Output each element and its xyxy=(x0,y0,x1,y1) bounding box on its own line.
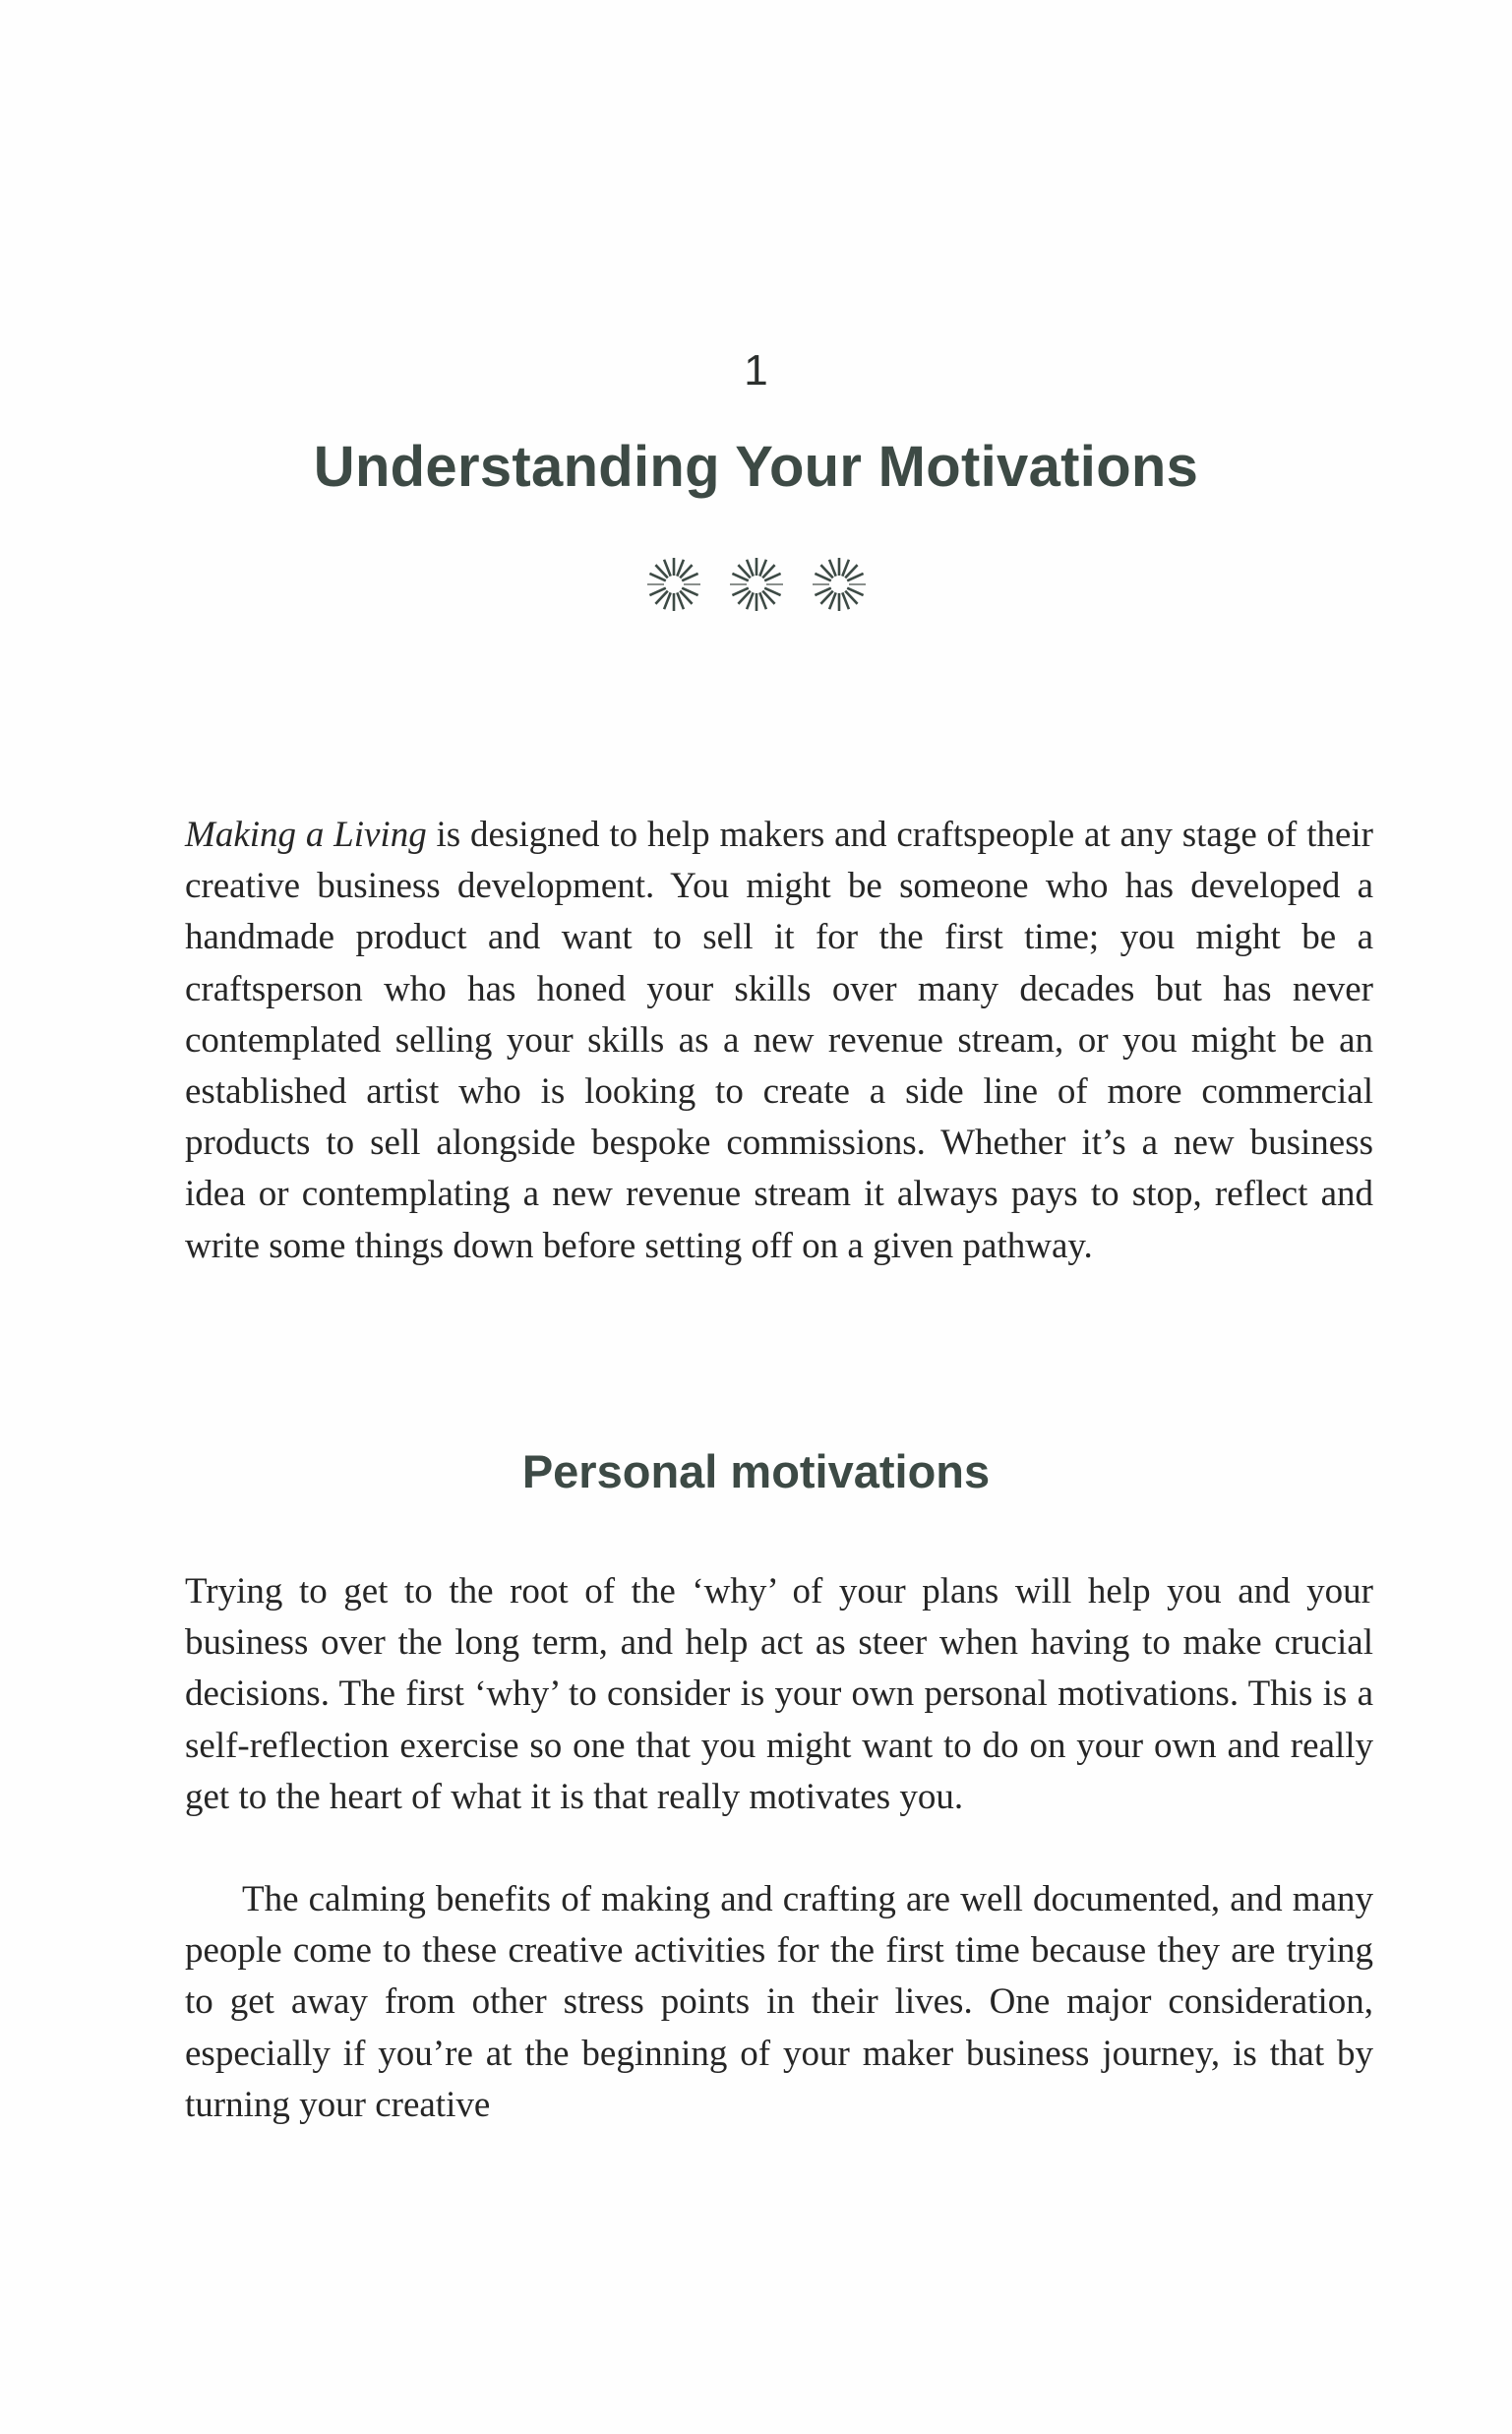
sunburst-icon xyxy=(729,557,784,612)
chapter-number: 1 xyxy=(744,346,768,395)
intro-text: is designed to help makers and craftspeople at any stage of their creative business development. You might be someone who has developed a handmade product and want to sell it for the first time; you might be a craftsperson who has honed your skills over many decades but has never contemplated selling your skills as a new revenue stream, or you might be an established artist who is looking to create a side line of more commercial products to sell alongside bespoke commissions. Whether it’s a new business idea or contemplating a new revenue stream it always pays to stop, reflect and write some things down before setting off on a given pathway. xyxy=(185,815,1373,1266)
book-title: Making a Living xyxy=(185,815,427,855)
chapter-ornament xyxy=(0,557,1512,612)
body-paragraph: Trying to get to the root of the ‘why’ of your plans will help you and your business over the long term, and help act as steer when having to make crucial decisions. The first ‘why’ to consider is your own personal motivations. This is a self-reflection exercise so one that you might want to do on your own and really get to the heart of what it is that really motivates you. xyxy=(185,1571,1373,1817)
sunburst-icon xyxy=(812,557,867,612)
body-paragraph: The calming benefits of making and crafting are well documented, and many people come to these creative activities for the first time because they are trying to get away from other stress points in their lives. One major consideration, especially if you’re at the beginning of your maker business journey, is that by turning your creative xyxy=(185,1879,1373,2125)
chapter-title: Understanding Your Motivations xyxy=(313,435,1199,499)
sunburst-icon xyxy=(646,557,701,612)
section-heading: Personal motivations xyxy=(521,1445,991,1497)
intro-paragraph xyxy=(185,810,1373,1272)
